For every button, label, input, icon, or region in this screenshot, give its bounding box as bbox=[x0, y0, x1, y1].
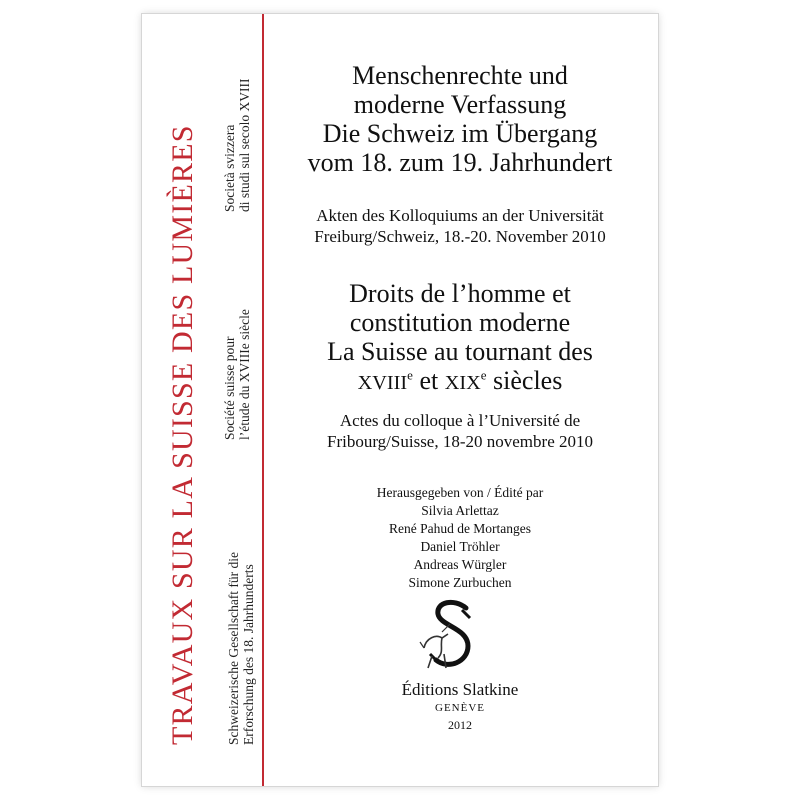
editors-block bbox=[280, 484, 640, 592]
german-title-line: vom 18. zum 19. Jahrhundert bbox=[307, 148, 613, 177]
french-subtitle bbox=[280, 410, 640, 452]
german-title-line: Menschenrechte und bbox=[352, 61, 568, 90]
german-title-line: Die Schweiz im Übergang bbox=[322, 119, 598, 148]
century-numeral: XIX bbox=[444, 372, 481, 394]
french-title-line: Droits de l’homme et bbox=[349, 279, 571, 308]
german-subtitle bbox=[280, 205, 640, 247]
editor-name: René Pahud de Mortanges bbox=[388, 521, 532, 536]
french-title-line bbox=[280, 366, 640, 398]
editor-name: Silvia Arlettaz bbox=[421, 503, 499, 518]
german-subtitle-line: Akten des Kolloquiums an der Universität bbox=[316, 206, 604, 225]
society-de-line: Erforschung des 18. Jahrhunderts bbox=[241, 564, 256, 745]
conjunction: et bbox=[419, 366, 439, 395]
red-divider-line bbox=[262, 14, 264, 786]
french-subtitle-line: Fribourg/Suisse, 18-20 novembre 2010 bbox=[326, 432, 593, 451]
editor-name: Andreas Würgler bbox=[413, 557, 507, 572]
french-title-line: constitution moderne bbox=[349, 308, 571, 337]
title-word: siècles bbox=[493, 366, 563, 395]
german-title bbox=[280, 61, 640, 177]
society-it bbox=[222, 79, 252, 212]
editor-name: Simone Zurbuchen bbox=[408, 575, 512, 590]
society-fr-line: l’étude du XVIIIe siècle bbox=[237, 309, 252, 440]
series-title: TRAVAUX SUR LA SUISSE DES LUMIÈRES bbox=[166, 124, 199, 745]
superscript: e bbox=[407, 367, 413, 383]
society-de bbox=[226, 552, 256, 745]
editor-name: Daniel Tröhler bbox=[420, 539, 500, 554]
publication-year: 2012 bbox=[448, 718, 472, 732]
society-fr-line: Société suisse pour bbox=[222, 336, 237, 440]
century-numeral: XVIII bbox=[357, 372, 408, 394]
publisher-city: GENÈVE bbox=[435, 702, 485, 714]
society-de-line: Schweizerische Gesellschaft für die bbox=[226, 551, 241, 745]
publisher-name: Éditions Slatkine bbox=[401, 680, 519, 699]
french-title-line: La Suisse au tournant des bbox=[327, 337, 593, 366]
french-title bbox=[280, 279, 640, 398]
german-subtitle-line: Freiburg/Schweiz, 18.-20. November 2010 bbox=[314, 227, 606, 246]
german-title-line: moderne Verfassung bbox=[353, 90, 567, 119]
society-it-line: Società svizzera bbox=[222, 124, 237, 212]
french-subtitle-line: Actes du colloque à l’Université de bbox=[339, 411, 581, 430]
editors-label: Herausgegeben von / Édité par bbox=[376, 485, 544, 500]
publisher-logo-icon bbox=[418, 598, 488, 680]
superscript: e bbox=[480, 367, 487, 383]
society-it-line: di studi sul secolo XVIII bbox=[237, 78, 252, 212]
society-fr bbox=[222, 309, 252, 440]
